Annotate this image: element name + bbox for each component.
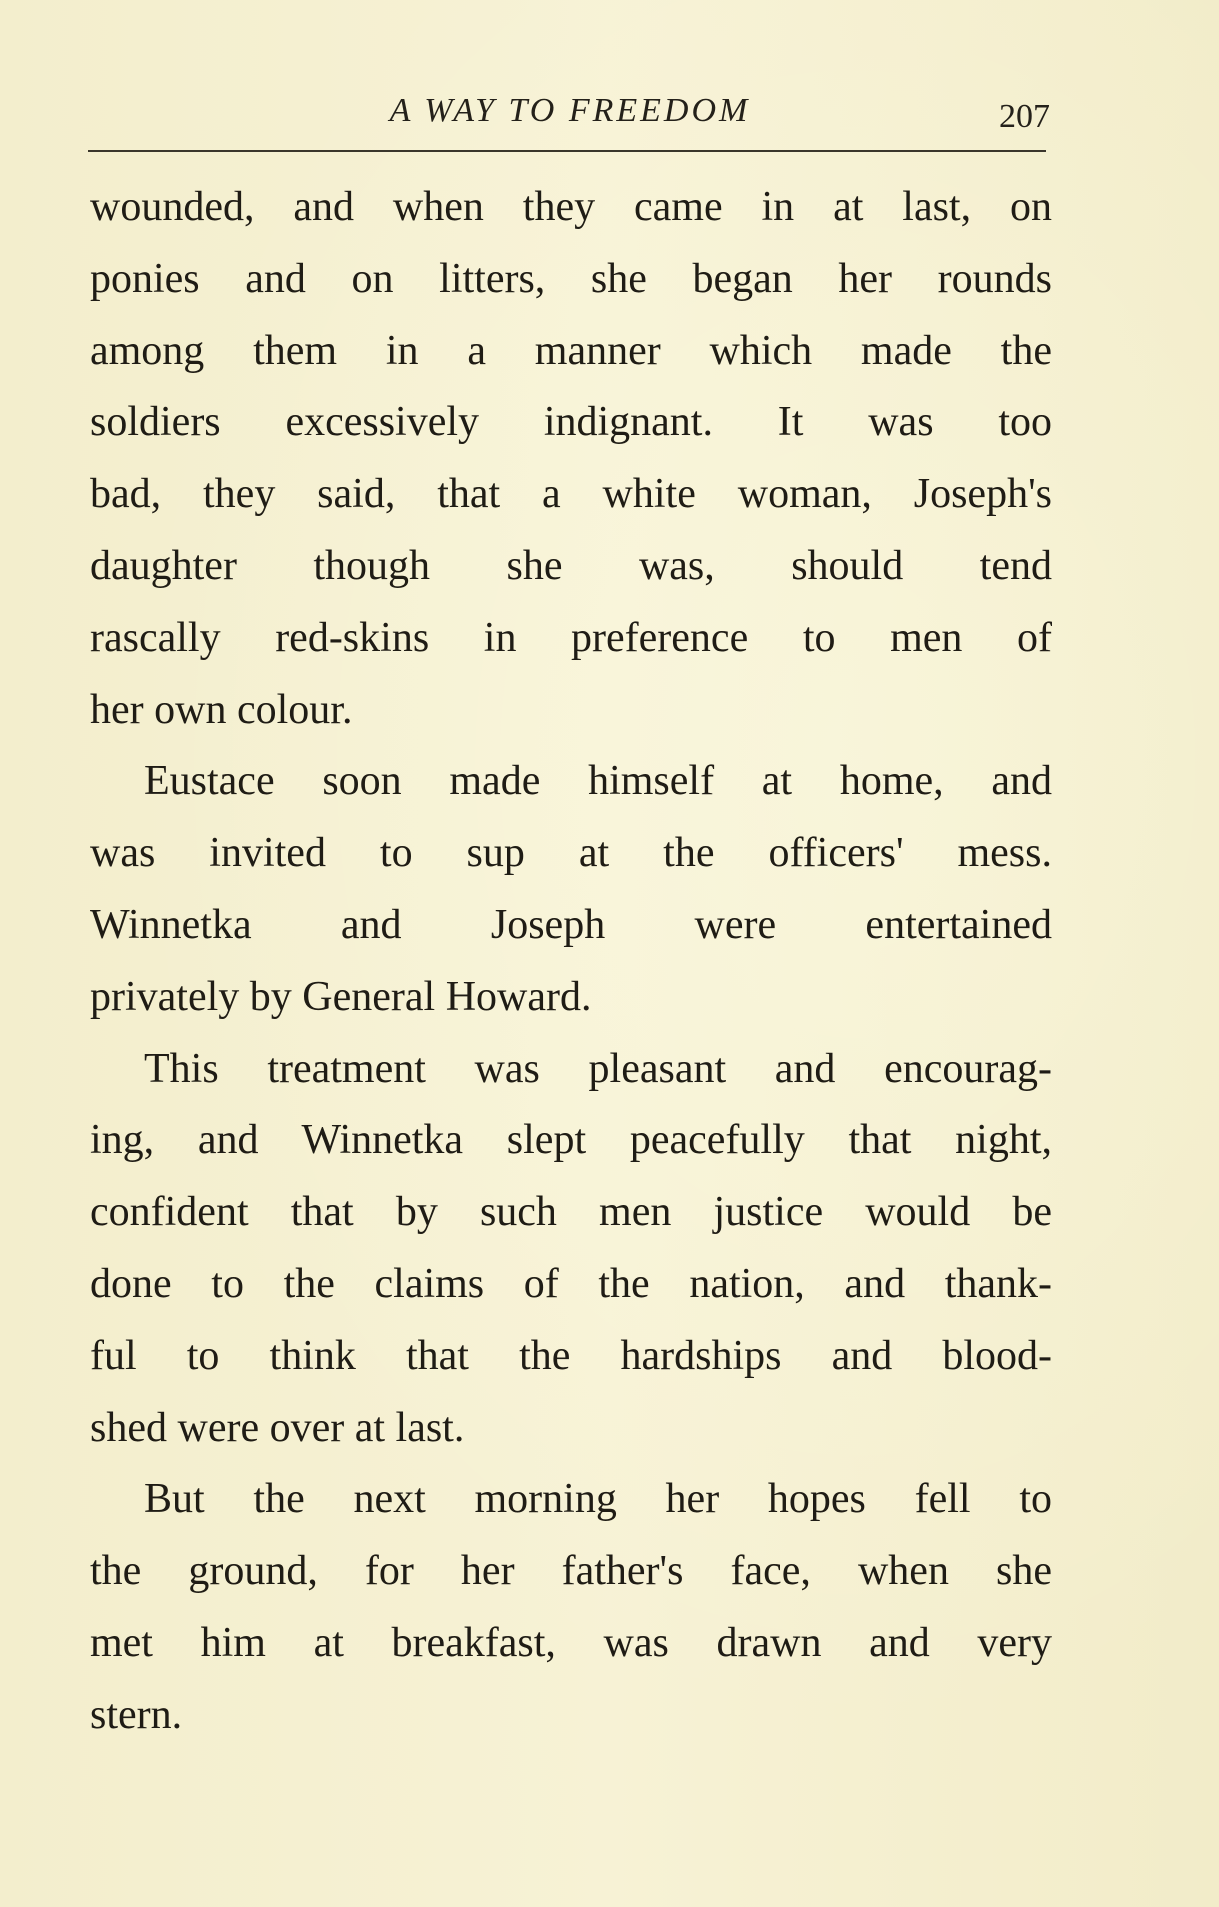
text-line: was invited to sup at the officers' mess. [90,830,1052,877]
text-line: privately by General Howard. [90,973,592,1020]
running-title: A WAY TO FREEDOM [389,92,751,129]
text-line: confident that by such men justice would be [90,1189,1052,1236]
text-line: Winnetka and Joseph were entertained [90,901,1052,948]
text-line: bad, they said, that a white woman, Joseph's [90,471,1052,518]
text-line: met him at breakfast, was drawn and very [90,1619,1052,1666]
text-line: among them in a manner which made the [90,327,1052,374]
text-line: soldiers excessively indignant. It was too [90,399,1052,446]
text-line: daughter though she was, should tend [90,542,1052,589]
text-line: ponies and on litters, she began her rounds [90,255,1052,302]
text-line: done to the claims of the nation, and thank- [90,1260,1052,1307]
text-line: But the next morning her hopes fell to [144,1476,1052,1523]
text-line: This treatment was pleasant and encourag- [144,1045,1052,1092]
body-text [90,172,1052,1752]
text-line: her own colour. [90,686,353,733]
running-head [90,92,1050,138]
text-line: ful to think that the hardships and blood- [90,1332,1052,1379]
text-line: Eustace soon made himself at home, and [144,758,1052,805]
text-line: the ground, for her father's face, when she [90,1548,1052,1595]
text-line: wounded, and when they came in at last, on [90,184,1052,230]
text-line: rascally red-skins in preference to men of [90,614,1052,661]
text-line: stern. [90,1691,183,1738]
text-line: shed were over at last. [90,1404,465,1451]
header-rule [88,150,1046,152]
text-line: ing, and Winnetka slept peacefully that night, [90,1117,1052,1164]
page-number: 207 [999,98,1050,135]
